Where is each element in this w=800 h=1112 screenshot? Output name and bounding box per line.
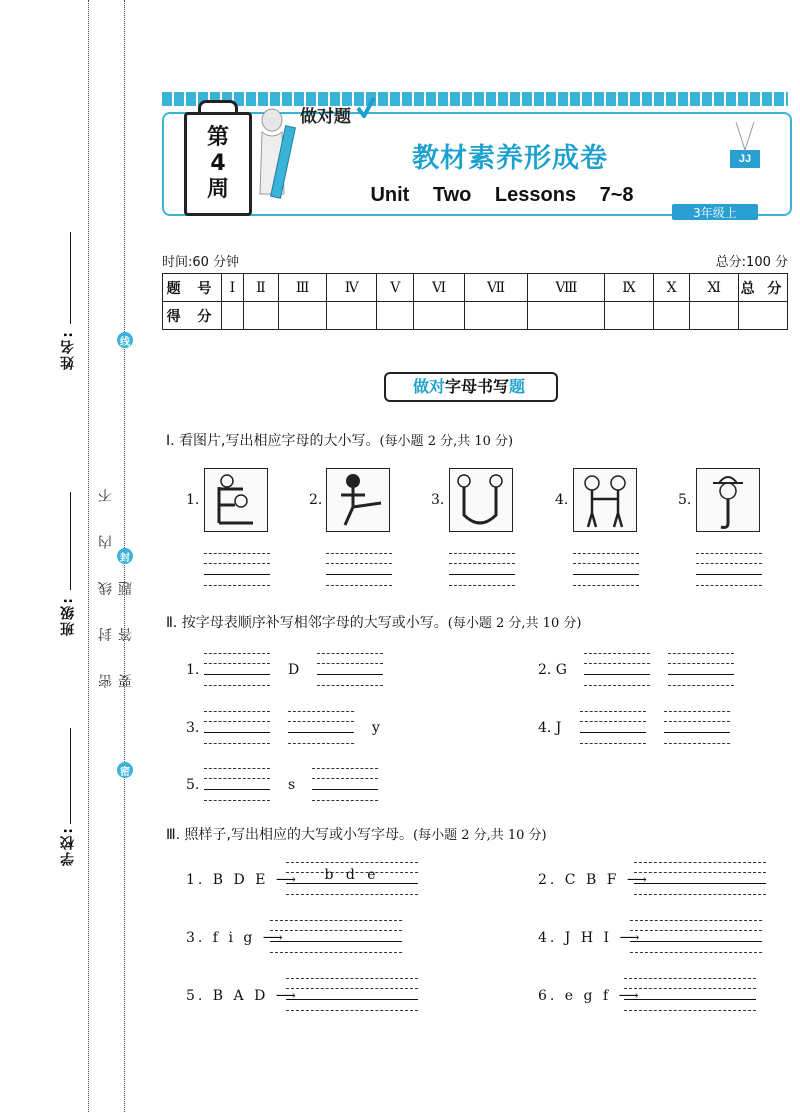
writing-lines[interactable] <box>312 768 378 804</box>
col-header: Ⅷ <box>528 274 605 302</box>
total-col-header: 总 分 <box>739 274 788 302</box>
score-cell[interactable] <box>278 302 326 330</box>
writing-lines[interactable] <box>664 711 730 747</box>
col-header: Ⅰ <box>222 274 244 302</box>
score-cell[interactable] <box>414 302 464 330</box>
col-header: Ⅺ <box>690 274 739 302</box>
writing-lines[interactable] <box>326 553 392 589</box>
writing-lines[interactable] <box>204 653 270 689</box>
paper-title: 教材素养形成卷 <box>412 143 608 174</box>
seal-instruction: 密 封 线 内 不 要 答 题 <box>98 474 134 688</box>
score-table-score-row <box>163 302 788 330</box>
name-blank[interactable] <box>70 232 71 324</box>
s1-item-number: 3. <box>431 492 445 508</box>
s2-item-number: 3. <box>186 720 200 736</box>
s2-item-number: 1. <box>186 662 200 678</box>
s3-sequence: 5. B A D ⟶ <box>186 988 299 1004</box>
s2-given-letter: y <box>372 720 380 736</box>
score-cell[interactable] <box>690 302 739 330</box>
score-cell[interactable] <box>653 302 690 330</box>
publisher-tag: JJ <box>730 150 760 168</box>
score-cell[interactable] <box>377 302 414 330</box>
writing-lines[interactable] <box>317 653 383 689</box>
kids-letter-picture-5 <box>696 468 760 532</box>
writing-lines[interactable] <box>270 920 402 956</box>
s3-sequence: 6. e g f ⟶ <box>538 988 642 1004</box>
seal-circle-secret: 密 <box>117 762 133 778</box>
s2-item-number: 4. J <box>538 720 562 736</box>
writing-lines[interactable] <box>204 768 270 804</box>
col-header: Ⅱ <box>243 274 278 302</box>
writing-lines[interactable] <box>630 920 762 956</box>
tag-string-icon <box>732 122 758 152</box>
s2-given-letter: D <box>288 662 300 678</box>
col-header: Ⅶ <box>464 274 528 302</box>
class-blank[interactable] <box>70 492 71 590</box>
score-table <box>162 273 788 330</box>
s1-item-number: 1. <box>186 492 200 508</box>
week-badge <box>184 112 252 216</box>
section-2-text: Ⅱ. 按字母表顺序补写相邻字母的大写或小写。 <box>166 615 448 631</box>
score-label: 得 分 <box>163 302 222 330</box>
score-cell[interactable] <box>528 302 605 330</box>
writing-lines[interactable] <box>580 711 646 747</box>
kids-letter-picture-1 <box>204 468 268 532</box>
question-number-label: 题 号 <box>163 274 222 302</box>
seal-circle-line: 线 <box>117 332 133 348</box>
col-header: Ⅸ <box>605 274 653 302</box>
score-cell[interactable] <box>327 302 377 330</box>
writing-lines[interactable] <box>286 978 418 1014</box>
writing-lines[interactable] <box>584 653 650 689</box>
s2-given-letter: s <box>288 777 296 793</box>
banner-middle: 字母书写 <box>444 377 509 396</box>
s1-item-number: 2. <box>309 492 323 508</box>
grade-badge: 3年级上 <box>672 204 758 220</box>
score-cell[interactable] <box>243 302 278 330</box>
score-cell[interactable] <box>605 302 653 330</box>
kids-holding-hands-icon <box>574 469 636 531</box>
section-3-points: (每小题 2 分,共 10 分) <box>413 828 547 843</box>
col-header: Ⅴ <box>377 274 414 302</box>
class-label: 班级: <box>60 596 76 636</box>
school-label: 学校: <box>60 826 76 866</box>
banner-right: 题 <box>509 377 526 396</box>
kids-letter-picture-2 <box>326 468 390 532</box>
section-3-title <box>166 824 547 844</box>
time-limit: 时间:60 分钟 <box>162 255 240 270</box>
total-score: 总分:100 分 <box>715 255 788 270</box>
kids-forming-letter-icon <box>205 469 267 531</box>
s1-item-number: 4. <box>555 492 569 508</box>
seal-circle-seal: 封 <box>117 548 133 564</box>
section-1-text: Ⅰ. 看图片,写出相应字母的大小写。 <box>166 433 380 449</box>
s2-item-number: 5. <box>186 777 200 793</box>
kids-forming-u-icon <box>450 469 512 531</box>
score-cell[interactable] <box>222 302 244 330</box>
score-table-header-row <box>163 274 788 302</box>
writing-lines[interactable] <box>449 553 515 589</box>
writing-lines[interactable] <box>668 653 734 689</box>
week-number: 4 <box>210 151 226 176</box>
writing-lines[interactable] <box>634 862 766 898</box>
week-char-2: 周 <box>206 177 229 202</box>
s1-item-number: 5. <box>678 492 692 508</box>
checkmark-icon <box>356 96 376 118</box>
section-3-text: Ⅲ. 照样子,写出相应的大写或小写字母。 <box>166 827 414 843</box>
s2-item-number: 2. G <box>538 662 567 678</box>
section-1-points: (每小题 2 分,共 10 分) <box>379 434 514 449</box>
section-1-title <box>166 430 513 450</box>
kids-letter-picture-3 <box>449 468 513 532</box>
boy-kicking-icon <box>327 469 389 531</box>
banner-text <box>384 374 554 397</box>
score-cell[interactable] <box>464 302 528 330</box>
name-label: 姓名: <box>60 330 76 370</box>
writing-lines[interactable] <box>573 553 639 589</box>
writing-lines[interactable] <box>696 553 762 589</box>
writing-lines-example <box>286 862 418 898</box>
paper-subtitle: Unit Two Lessons 7~8 <box>370 184 634 206</box>
writing-lines[interactable] <box>204 553 270 589</box>
col-header: Ⅵ <box>414 274 464 302</box>
girl-with-hat-icon <box>697 469 759 531</box>
section-banner <box>384 368 560 402</box>
s3-sequence: 4. J H I ⟶ <box>538 930 643 946</box>
writing-lines[interactable] <box>204 711 270 747</box>
s3-sequence: 3. f i g ⟶ <box>186 930 286 946</box>
score-cell-total[interactable] <box>739 302 788 330</box>
s3-sequence: 1. B D E ⟶ <box>186 872 299 888</box>
brand-logo: 做对题 <box>300 107 351 127</box>
school-blank[interactable] <box>70 728 71 824</box>
section-2-points: (每小题 2 分,共 10 分) <box>447 616 582 631</box>
pencil-figure-icon <box>252 106 302 210</box>
banner-left: 做对 <box>412 377 445 396</box>
writing-lines[interactable] <box>624 978 756 1014</box>
s3-example-answer: b d e <box>324 867 380 883</box>
col-header: Ⅲ <box>278 274 326 302</box>
week-char-1: 第 <box>206 125 229 150</box>
writing-lines[interactable] <box>288 711 354 747</box>
kids-letter-picture-4 <box>573 468 637 532</box>
section-2-title <box>166 612 581 632</box>
header-stripe <box>162 92 788 106</box>
col-header: Ⅹ <box>653 274 690 302</box>
binding-dotted-line-left <box>88 0 89 1112</box>
col-header: Ⅳ <box>327 274 377 302</box>
s3-sequence: 2. C B F ⟶ <box>538 872 650 888</box>
header <box>162 92 788 220</box>
